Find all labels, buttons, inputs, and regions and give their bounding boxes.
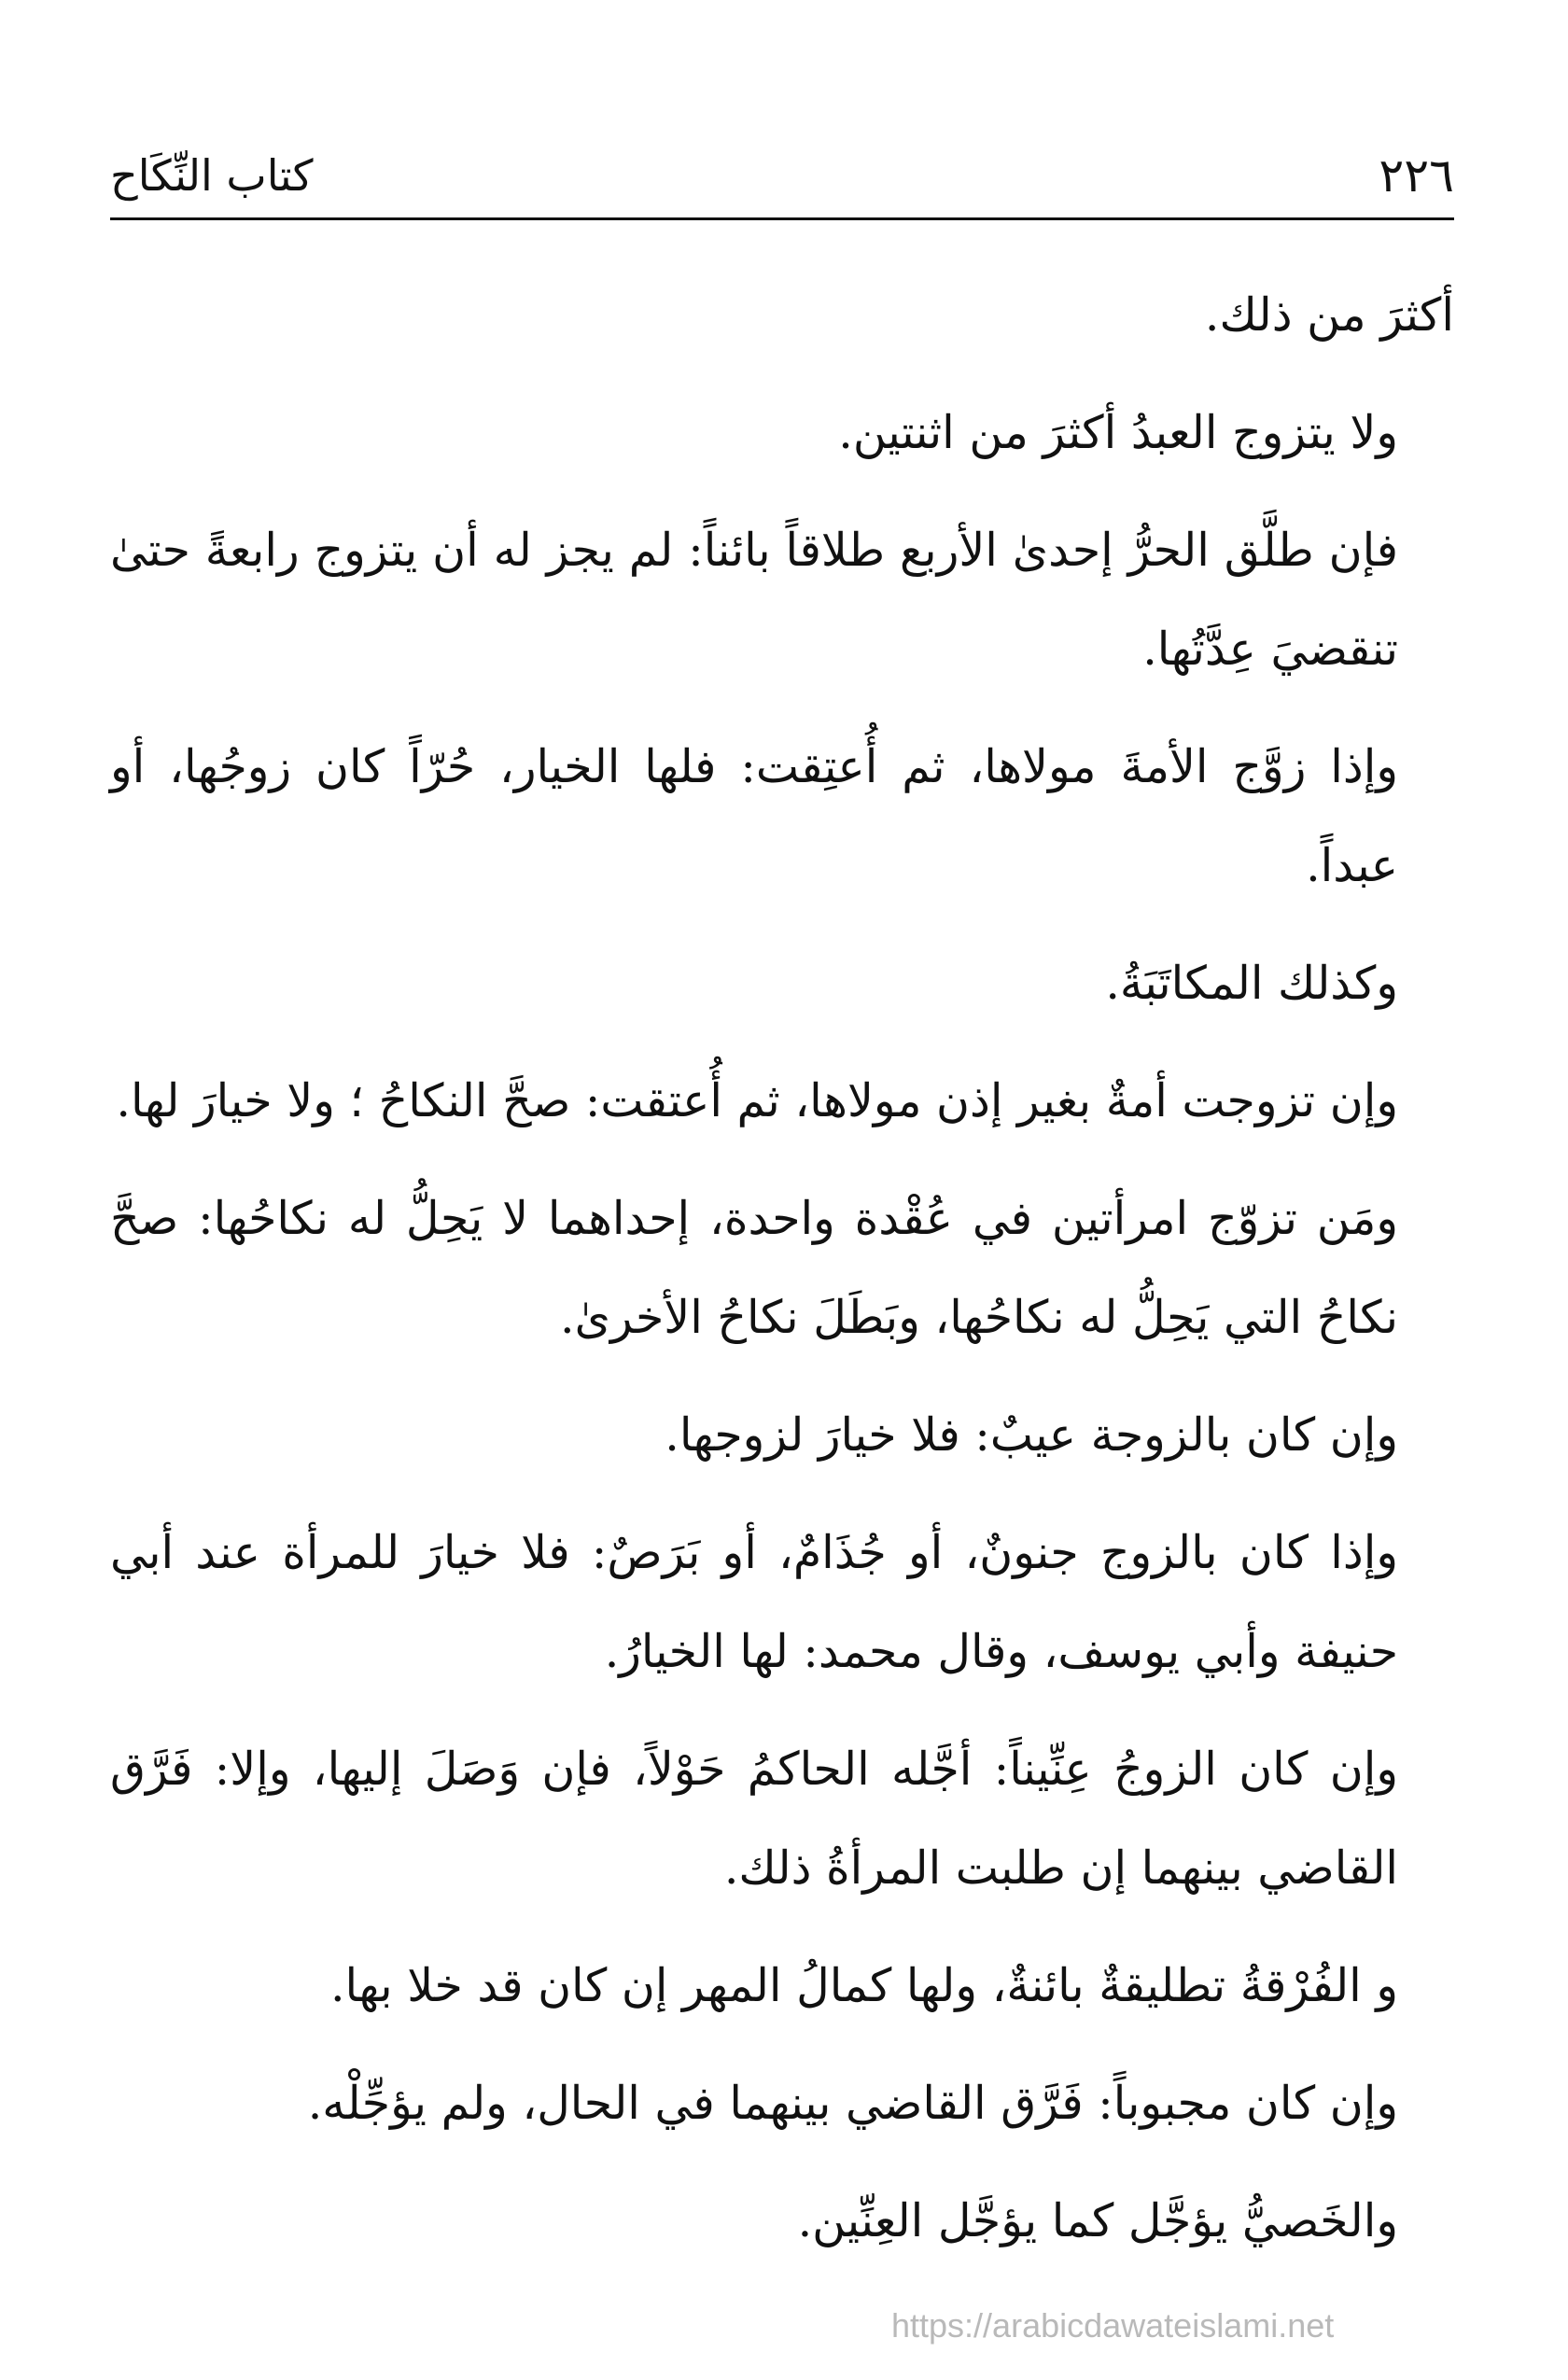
watermark-url: https://arabicdawateislami.net <box>891 2306 1335 2345</box>
paragraph-wife-defect: وإن كان بالزوجة عيبٌ: فلا خيارَ لزوجها. <box>665 1408 1398 1462</box>
paragraph-two-women-one-contract: ومَن تزوّج امرأتين في عُقْدة واحدة، إحداهما لا يَحِلُّ له نكاحُها: صحَّ نكاحُ التي يَحِلُّ له نكاحُها، وبَطَلَ نكاحُ الأخرىٰ. <box>110 1192 1398 1344</box>
paragraph-slave-marriage-limit: ولا يتزوج العبدُ أكثرَ من اثنتين. <box>838 406 1398 459</box>
paragraph-separation-status: و الفُرْقةُ تطليقةٌ بائنةٌ، ولها كمالُ المهر إن كان قد خلا بها. <box>329 1959 1398 2012</box>
paragraph-marriage-without-permission: وإن تزوجت أمةٌ بغير إذن مولاها، ثم أُعتقت: صحَّ النكاحُ ؛ ولا خيارَ لها. <box>116 1074 1398 1127</box>
paragraph-majbub: وإن كان مجبوباً: فَرَّق القاضي بينهما في الحال، ولم يؤجِّلْه. <box>307 2077 1398 2130</box>
paragraph-continuation: أكثرَ من ذلك. <box>1204 288 1454 342</box>
paragraph-freed-slave-option: وإذا زوَّج الأمةَ مولاها، ثم أُعتِقت: فلها الخيار، حُرّاً كان زوجُها، أو عبداً. <box>110 740 1398 892</box>
paragraph-impotent-husband: وإن كان الزوجُ عِنِّيناً: أجَّله الحاكمُ حَوْلاً، فإن وَصَلَ إليها، وإلا: فَرَّق القاضي بينهما إن طلبت المرأةُ ذلك. <box>110 1743 1398 1895</box>
paragraph-husband-defect: وإذا كان بالزوج جنونٌ، أو جُذَامٌ، أو بَرَصٌ: فلا خيارَ للمرأة عند أبي حنيفة وأبي يوسف، وقال محمد: لها الخيارُ. <box>110 1526 1398 1678</box>
page-number: ٢٢٦ <box>1379 148 1454 203</box>
paragraph-eunuch: والخَصيُّ يؤجَّل كما يؤجَّل العِنِّين. <box>797 2194 1398 2247</box>
page-header <box>110 131 1454 220</box>
paragraph-divorce-fourth-wife: فإن طلَّق الحرُّ إحدىٰ الأربع طلاقاً بائناً: لم يجز له أن يتزوج رابعةً حتىٰ تنقضيَ عِدَّتُها. <box>110 524 1398 676</box>
running-title: كتاب النِّكَاح <box>110 150 314 201</box>
main-text <box>110 266 1454 2289</box>
paragraph-mukataba: وكذلك المكاتَبَةُ. <box>1105 957 1398 1010</box>
